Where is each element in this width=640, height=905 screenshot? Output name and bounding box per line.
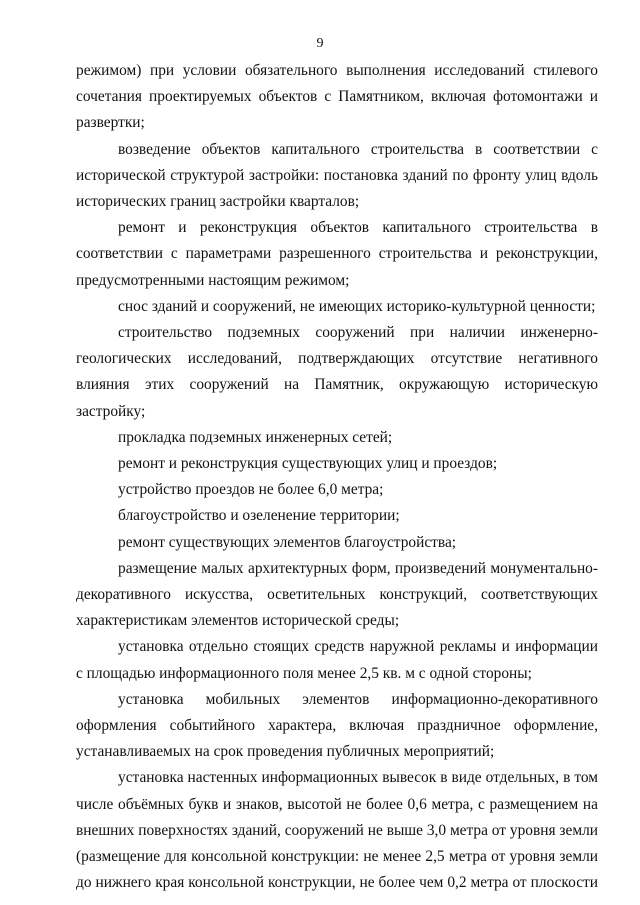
paragraph-wall-signs: установка настенных информационных вывесок в виде отдельных, в том числе объёмных букв и знаков, высотой не более 0,6 метра, с размещением на внешних поверхностях зданий, сооружений не выше 3,0 метра от уровня земли (размещение для консольной конструкции: не менее 2,5 метра от уровня земли до нижнего края консольной конструкции, не более чем 0,2 метра от плоскости [76,769,598,892]
paragraph-landscaping: благоустройство и озеленение территории; [118,507,400,525]
paragraph-capital-construction: возведение объектов капитального строительства в соответствии с исторической структурой застройки: постановка зданий по фронту улиц вдоль исторических границ застройки кварталов; [76,140,598,211]
paragraph-driveways: устройство проездов не более 6,0 метра; [118,481,384,499]
paragraph-improvement-repair: ремонт существующих элементов благоустройства; [118,533,457,551]
paragraph-small-forms: размещение малых архитектурных форм, произведений монументально-декоративного искусства, осветительных конструкций, соответствующих характеристикам элементов исторической среды; [76,559,598,630]
document-body [76,58,598,897]
paragraph-streets-repair: ремонт и реконструкция существующих улиц и проездов; [118,455,498,473]
paragraph-underground-structures: строительство подземных сооружений при наличии инженерно-геологических исследований, подтверждающих отсутствие негативного влияния этих сооружений на Памятник, окружающую историческую застройку; [76,324,598,420]
paragraph-mobile-elements: установка мобильных элементов информационно-декоративного оформления событийного характера, включая праздничное оформление, устанавливаемых на срок проведения публичных мероприятий; [76,690,598,761]
paragraph-outdoor-advertising: установка отдельно стоящих средств наружной рекламы и информации с площадью информационного поля менее 2,5 кв. м с одной стороны; [76,638,598,682]
paragraph-demolition: снос зданий и сооружений, не имеющих историко-культурной ценности; [118,297,596,315]
paragraph-continuation: режимом) при условии обязательного выполнения исследований стилевого сочетания проектируемых объектов с Памятником, включая фотомонтажи и развертки; [76,62,598,132]
paragraph-underground-networks: прокладка подземных инженерных сетей; [118,428,393,446]
paragraph-repair-reconstruction: ремонт и реконструкция объектов капитального строительства в соответствии с параметрами разрешенного строительства и реконструкции, предусмотренными настоящим режимом; [76,219,598,289]
page-number: 9 [316,36,324,51]
